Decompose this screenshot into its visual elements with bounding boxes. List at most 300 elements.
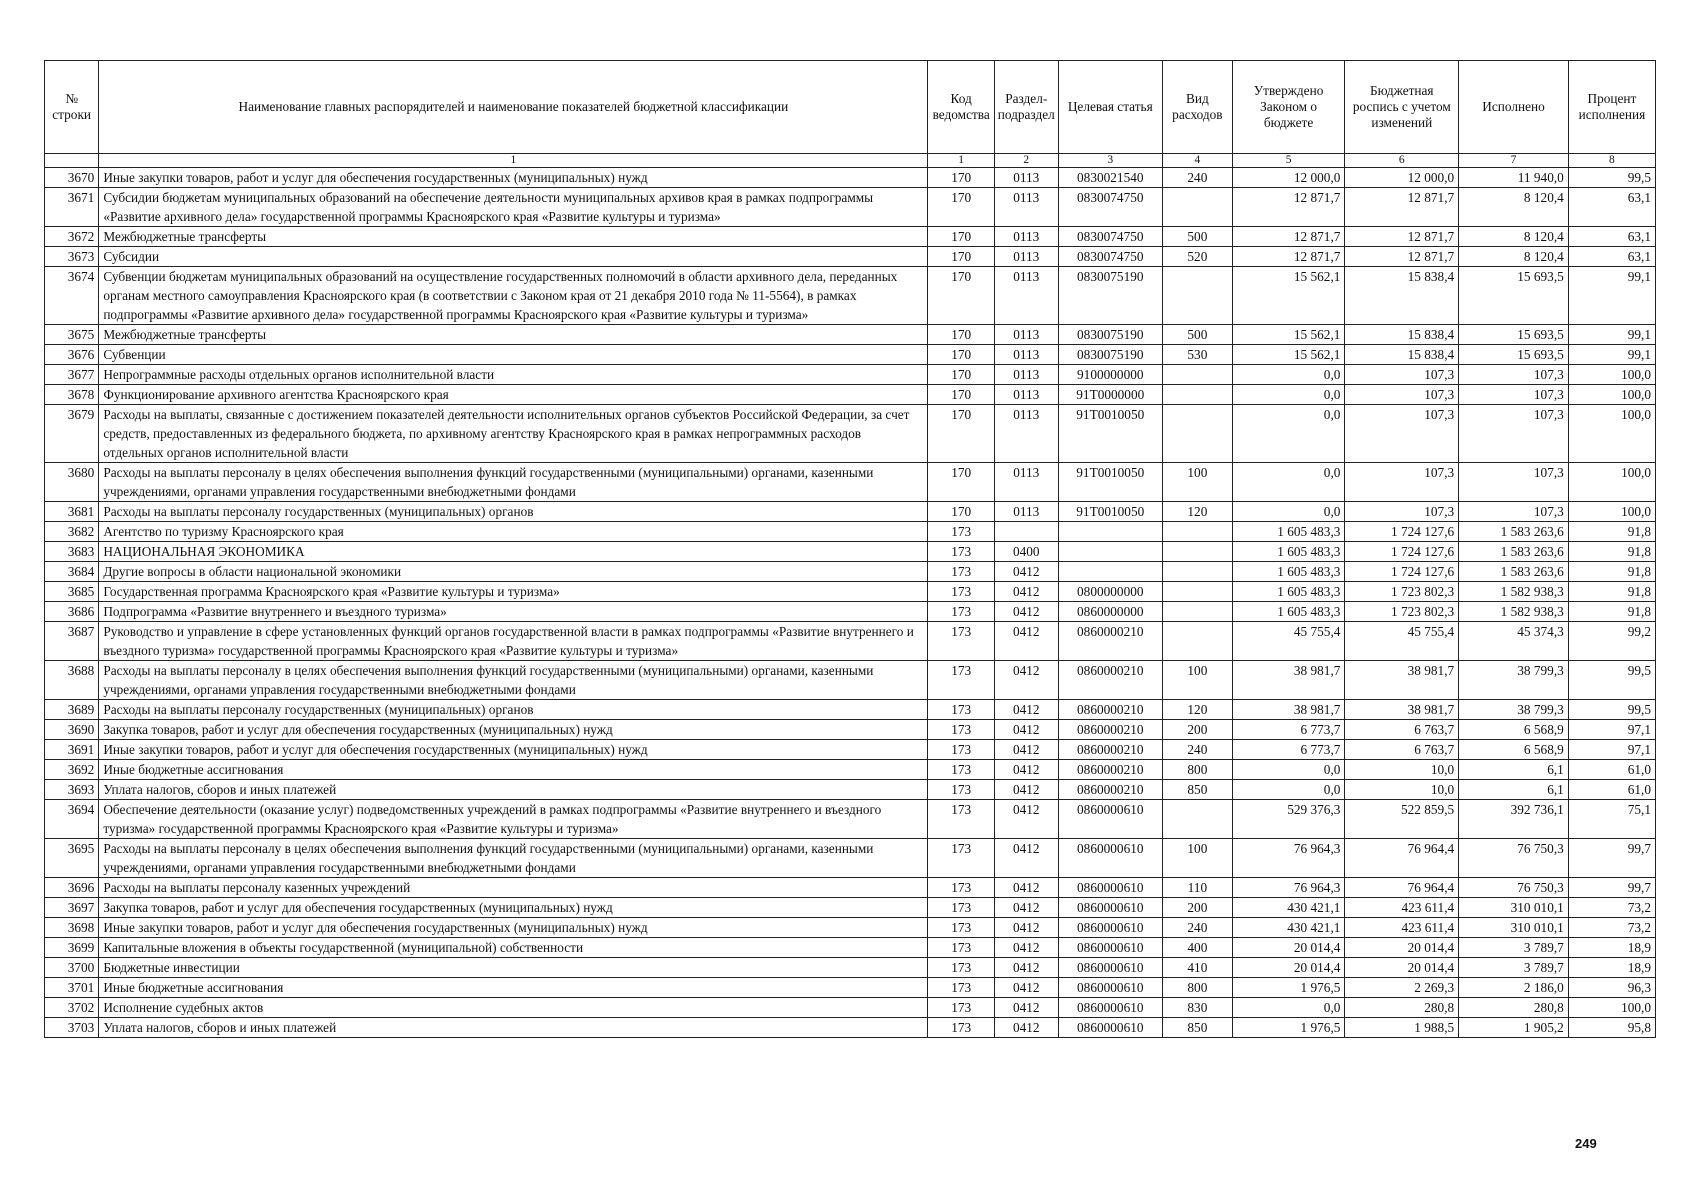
executed-amount: 107,3	[1459, 385, 1569, 405]
row-number: 3676	[45, 345, 99, 365]
section-code: 0412	[994, 958, 1058, 978]
row-number: 3684	[45, 562, 99, 582]
executed-amount: 45 374,3	[1459, 622, 1569, 661]
row-number: 3685	[45, 582, 99, 602]
dept-code: 170	[928, 168, 995, 188]
row-name: Межбюджетные трансферты	[99, 227, 928, 247]
colnum-percent: 8	[1568, 154, 1655, 168]
row-name: Расходы на выплаты персоналу казенных учреждений	[99, 878, 928, 898]
row-number: 3675	[45, 325, 99, 345]
approved-amount: 1 605 483,3	[1232, 522, 1345, 542]
colnum-executed: 7	[1459, 154, 1569, 168]
percent-value: 99,7	[1568, 878, 1655, 898]
target-code: 9100000000	[1058, 365, 1163, 385]
row-name: НАЦИОНАЛЬНАЯ ЭКОНОМИКА	[99, 542, 928, 562]
schedule-amount: 15 838,4	[1345, 345, 1459, 365]
approved-amount: 0,0	[1232, 502, 1345, 522]
dept-code: 173	[928, 700, 995, 720]
executed-amount: 1 582 938,3	[1459, 582, 1569, 602]
row-name: Исполнение судебных актов	[99, 998, 928, 1018]
table-row	[45, 998, 1656, 1018]
colnum-schedule: 6	[1345, 154, 1459, 168]
section-code: 0412	[994, 800, 1058, 839]
percent-value: 75,1	[1568, 800, 1655, 839]
approved-amount: 6 773,7	[1232, 740, 1345, 760]
executed-amount: 310 010,1	[1459, 918, 1569, 938]
row-name: Иные закупки товаров, работ и услуг для обеспечения государственных (муниципальных) нужд	[99, 918, 928, 938]
section-code: 0412	[994, 740, 1058, 760]
executed-amount: 76 750,3	[1459, 839, 1569, 878]
executed-amount: 1 583 263,6	[1459, 522, 1569, 542]
approved-amount: 1 605 483,3	[1232, 582, 1345, 602]
row-number: 3701	[45, 978, 99, 998]
schedule-amount: 10,0	[1345, 760, 1459, 780]
executed-amount: 15 693,5	[1459, 325, 1569, 345]
row-number: 3703	[45, 1018, 99, 1038]
approved-amount: 1 605 483,3	[1232, 562, 1345, 582]
table-row	[45, 740, 1656, 760]
schedule-amount: 15 838,4	[1345, 267, 1459, 325]
row-name: Расходы на выплаты персоналу в целях обеспечения выполнения функций государственными (муниципальными) органами, казенными учреждениями, органами управления государственными внебюджетными фондами	[99, 661, 928, 700]
section-code: 0113	[994, 168, 1058, 188]
section-code: 0113	[994, 188, 1058, 227]
section-code: 0412	[994, 760, 1058, 780]
dept-code: 173	[928, 661, 995, 700]
target-code: 0830075190	[1058, 325, 1163, 345]
section-code: 0412	[994, 839, 1058, 878]
schedule-amount: 107,3	[1345, 385, 1459, 405]
row-name: Уплата налогов, сборов и иных платежей	[99, 780, 928, 800]
approved-amount: 1 976,5	[1232, 978, 1345, 998]
row-number: 3700	[45, 958, 99, 978]
table-row	[45, 385, 1656, 405]
target-code: 0860000610	[1058, 878, 1163, 898]
schedule-amount: 107,3	[1345, 463, 1459, 502]
colnum-type: 4	[1163, 154, 1233, 168]
dept-code: 173	[928, 582, 995, 602]
dept-code: 170	[928, 247, 995, 267]
exp-type-code	[1163, 522, 1233, 542]
target-code: 0860000610	[1058, 978, 1163, 998]
header-percent: Процент исполнения	[1568, 61, 1655, 154]
schedule-amount: 6 763,7	[1345, 740, 1459, 760]
approved-amount: 20 014,4	[1232, 938, 1345, 958]
schedule-amount: 423 611,4	[1345, 918, 1459, 938]
target-code: 0860000610	[1058, 998, 1163, 1018]
executed-amount: 38 799,3	[1459, 661, 1569, 700]
row-name: Субвенции	[99, 345, 928, 365]
schedule-amount: 423 611,4	[1345, 898, 1459, 918]
table-row	[45, 839, 1656, 878]
approved-amount: 20 014,4	[1232, 958, 1345, 978]
target-code: 0830074750	[1058, 188, 1163, 227]
exp-type-code: 400	[1163, 938, 1233, 958]
table-row	[45, 918, 1656, 938]
schedule-amount: 280,8	[1345, 998, 1459, 1018]
row-number: 3683	[45, 542, 99, 562]
dept-code: 173	[928, 622, 995, 661]
percent-value: 97,1	[1568, 720, 1655, 740]
row-number: 3697	[45, 898, 99, 918]
dept-code: 173	[928, 720, 995, 740]
approved-amount: 15 562,1	[1232, 325, 1345, 345]
executed-amount: 6,1	[1459, 760, 1569, 780]
row-name: Руководство и управление в сфере установленных функций органов государственной власти в рамках подпрограммы «Развитие внутреннего и въездного туризма» государственной программы Красноярского края «Развитие культуры и туризма»	[99, 622, 928, 661]
executed-amount: 2 186,0	[1459, 978, 1569, 998]
approved-amount: 12 000,0	[1232, 168, 1345, 188]
dept-code: 170	[928, 405, 995, 463]
row-name: Подпрограмма «Развитие внутреннего и въездного туризма»	[99, 602, 928, 622]
approved-amount: 76 964,3	[1232, 878, 1345, 898]
approved-amount: 1 605 483,3	[1232, 602, 1345, 622]
target-code: 0860000610	[1058, 918, 1163, 938]
dept-code: 170	[928, 227, 995, 247]
section-code: 0412	[994, 582, 1058, 602]
percent-value: 97,1	[1568, 740, 1655, 760]
section-code: 0412	[994, 602, 1058, 622]
dept-code: 173	[928, 740, 995, 760]
dept-code: 173	[928, 542, 995, 562]
table-row	[45, 168, 1656, 188]
percent-value: 99,7	[1568, 839, 1655, 878]
section-code: 0412	[994, 622, 1058, 661]
section-code: 0412	[994, 780, 1058, 800]
target-code: 0830021540	[1058, 168, 1163, 188]
executed-amount: 107,3	[1459, 463, 1569, 502]
row-number: 3673	[45, 247, 99, 267]
target-code: 91Т0000000	[1058, 385, 1163, 405]
dept-code: 173	[928, 800, 995, 839]
schedule-amount: 1 723 802,3	[1345, 602, 1459, 622]
row-name: Иные бюджетные ассигнования	[99, 760, 928, 780]
approved-amount: 6 773,7	[1232, 720, 1345, 740]
exp-type-code: 120	[1163, 502, 1233, 522]
row-name: Закупка товаров, работ и услуг для обеспечения государственных (муниципальных) нужд	[99, 720, 928, 740]
schedule-amount: 12 871,7	[1345, 227, 1459, 247]
dept-code: 173	[928, 918, 995, 938]
colnum-section: 2	[994, 154, 1058, 168]
target-code: 91Т0010050	[1058, 405, 1163, 463]
exp-type-code: 200	[1163, 898, 1233, 918]
percent-value: 73,2	[1568, 898, 1655, 918]
dept-code: 173	[928, 780, 995, 800]
approved-amount: 0,0	[1232, 998, 1345, 1018]
executed-amount: 38 799,3	[1459, 700, 1569, 720]
target-code: 0860000610	[1058, 800, 1163, 839]
approved-amount: 0,0	[1232, 365, 1345, 385]
exp-type-code: 240	[1163, 740, 1233, 760]
percent-value: 95,8	[1568, 1018, 1655, 1038]
exp-type-code	[1163, 365, 1233, 385]
row-name: Закупка товаров, работ и услуг для обеспечения государственных (муниципальных) нужд	[99, 898, 928, 918]
percent-value: 96,3	[1568, 978, 1655, 998]
table-row	[45, 502, 1656, 522]
row-name: Непрограммные расходы отдельных органов исполнительной власти	[99, 365, 928, 385]
executed-amount: 11 940,0	[1459, 168, 1569, 188]
schedule-amount: 1 723 802,3	[1345, 582, 1459, 602]
row-name: Иные закупки товаров, работ и услуг для обеспечения государственных (муниципальных) нужд	[99, 168, 928, 188]
dept-code: 170	[928, 365, 995, 385]
percent-value: 100,0	[1568, 502, 1655, 522]
percent-value: 18,9	[1568, 958, 1655, 978]
row-name: Расходы на выплаты персоналу в целях обеспечения выполнения функций государственными (муниципальными) органами, казенными учреждениями, органами управления государственными внебюджетными фондами	[99, 463, 928, 502]
row-number: 3670	[45, 168, 99, 188]
row-number: 3677	[45, 365, 99, 385]
exp-type-code	[1163, 562, 1233, 582]
row-number: 3699	[45, 938, 99, 958]
schedule-amount: 45 755,4	[1345, 622, 1459, 661]
target-code	[1058, 562, 1163, 582]
percent-value: 99,1	[1568, 345, 1655, 365]
schedule-amount: 76 964,4	[1345, 878, 1459, 898]
section-code: 0113	[994, 247, 1058, 267]
table-row	[45, 345, 1656, 365]
row-number: 3691	[45, 740, 99, 760]
exp-type-code: 100	[1163, 839, 1233, 878]
schedule-amount: 1 724 127,6	[1345, 562, 1459, 582]
target-code: 0830074750	[1058, 247, 1163, 267]
table-row	[45, 800, 1656, 839]
header-executed: Исполнено	[1459, 61, 1569, 154]
target-code: 0860000210	[1058, 661, 1163, 700]
header-target: Целевая статья	[1058, 61, 1163, 154]
section-code: 0113	[994, 325, 1058, 345]
executed-amount: 8 120,4	[1459, 247, 1569, 267]
schedule-amount: 15 838,4	[1345, 325, 1459, 345]
header-row-no: № строки	[45, 61, 99, 154]
section-code: 0412	[994, 878, 1058, 898]
section-code: 0113	[994, 267, 1058, 325]
schedule-amount: 38 981,7	[1345, 661, 1459, 700]
approved-amount: 76 964,3	[1232, 839, 1345, 878]
section-code: 0113	[994, 345, 1058, 365]
exp-type-code: 100	[1163, 661, 1233, 700]
schedule-amount: 10,0	[1345, 780, 1459, 800]
row-name: Иные бюджетные ассигнования	[99, 978, 928, 998]
colnum-approved: 5	[1232, 154, 1345, 168]
exp-type-code	[1163, 405, 1233, 463]
target-code: 0860000610	[1058, 839, 1163, 878]
executed-amount: 1 583 263,6	[1459, 542, 1569, 562]
exp-type-code: 240	[1163, 168, 1233, 188]
row-name: Другие вопросы в области национальной экономики	[99, 562, 928, 582]
approved-amount: 12 871,7	[1232, 227, 1345, 247]
row-number: 3688	[45, 661, 99, 700]
row-name: Субвенции бюджетам муниципальных образований на осуществление государственных полномочий в области архивного дела, переданных органам местного самоуправления Красноярского края (в соответствии с Законом края от 21 декабря 2010 года № 11-5564), в рамках подпрограммы «Развитие архивного дела» государственной программы Красноярского края «Развитие культуры и туризма»	[99, 267, 928, 325]
row-number: 3674	[45, 267, 99, 325]
approved-amount: 12 871,7	[1232, 188, 1345, 227]
schedule-amount: 522 859,5	[1345, 800, 1459, 839]
section-code: 0412	[994, 998, 1058, 1018]
row-name: Уплата налогов, сборов и иных платежей	[99, 1018, 928, 1038]
schedule-amount: 1 724 127,6	[1345, 542, 1459, 562]
row-number: 3690	[45, 720, 99, 740]
table-row	[45, 267, 1656, 325]
row-name: Расходы на выплаты персоналу в целях обеспечения выполнения функций государственными (муниципальными) органами, казенными учреждениями, органами управления государственными внебюджетными фондами	[99, 839, 928, 878]
header-approved: Утверждено Законом о бюджете	[1232, 61, 1345, 154]
dept-code: 173	[928, 760, 995, 780]
executed-amount: 8 120,4	[1459, 227, 1569, 247]
dept-code: 170	[928, 267, 995, 325]
colnum-dept: 1	[928, 154, 995, 168]
row-name: Бюджетные инвестиции	[99, 958, 928, 978]
dept-code: 173	[928, 938, 995, 958]
percent-value: 99,5	[1568, 700, 1655, 720]
percent-value: 18,9	[1568, 938, 1655, 958]
approved-amount: 529 376,3	[1232, 800, 1345, 839]
dept-code: 173	[928, 562, 995, 582]
section-code: 0412	[994, 562, 1058, 582]
target-code: 0860000210	[1058, 740, 1163, 760]
row-name: Государственная программа Красноярского края «Развитие культуры и туризма»	[99, 582, 928, 602]
row-name: Межбюджетные трансферты	[99, 325, 928, 345]
executed-amount: 15 693,5	[1459, 345, 1569, 365]
exp-type-code: 850	[1163, 1018, 1233, 1038]
percent-value: 99,2	[1568, 622, 1655, 661]
approved-amount: 0,0	[1232, 760, 1345, 780]
row-number: 3686	[45, 602, 99, 622]
row-name: Функционирование архивного агентства Красноярского края	[99, 385, 928, 405]
exp-type-code: 530	[1163, 345, 1233, 365]
percent-value: 73,2	[1568, 918, 1655, 938]
target-code: 0800000000	[1058, 582, 1163, 602]
target-code: 0860000610	[1058, 938, 1163, 958]
row-name: Расходы на выплаты персоналу государственных (муниципальных) органов	[99, 502, 928, 522]
table-row	[45, 661, 1656, 700]
row-number: 3698	[45, 918, 99, 938]
section-code: 0113	[994, 502, 1058, 522]
table-row	[45, 405, 1656, 463]
percent-value: 100,0	[1568, 998, 1655, 1018]
colnum-name: 1	[99, 154, 928, 168]
table-row	[45, 463, 1656, 502]
target-code: 0860000000	[1058, 602, 1163, 622]
section-code: 0113	[994, 365, 1058, 385]
exp-type-code: 110	[1163, 878, 1233, 898]
approved-amount: 38 981,7	[1232, 700, 1345, 720]
table-row	[45, 582, 1656, 602]
target-code: 0860000610	[1058, 898, 1163, 918]
exp-type-code: 520	[1163, 247, 1233, 267]
percent-value: 91,8	[1568, 542, 1655, 562]
table-row	[45, 522, 1656, 542]
target-code: 91Т0010050	[1058, 463, 1163, 502]
section-code: 0412	[994, 938, 1058, 958]
exp-type-code: 500	[1163, 227, 1233, 247]
header-exp-type: Вид расходов	[1163, 61, 1233, 154]
approved-amount: 0,0	[1232, 385, 1345, 405]
row-name: Субсидии бюджетам муниципальных образований на обеспечение деятельности муниципальных архивов края в рамках подпрограммы «Развитие архивного дела» государственной программы Красноярского края «Развитие культуры и туризма»	[99, 188, 928, 227]
table-row	[45, 325, 1656, 345]
row-number: 3678	[45, 385, 99, 405]
dept-code: 173	[928, 878, 995, 898]
section-code: 0412	[994, 720, 1058, 740]
executed-amount: 1 583 263,6	[1459, 562, 1569, 582]
exp-type-code	[1163, 385, 1233, 405]
colnum-target: 3	[1058, 154, 1163, 168]
exp-type-code: 410	[1163, 958, 1233, 978]
dept-code: 173	[928, 839, 995, 878]
dept-code: 173	[928, 522, 995, 542]
schedule-amount: 107,3	[1345, 405, 1459, 463]
target-code	[1058, 522, 1163, 542]
target-code: 0830075190	[1058, 267, 1163, 325]
percent-value: 63,1	[1568, 227, 1655, 247]
percent-value: 91,8	[1568, 602, 1655, 622]
table-row	[45, 1018, 1656, 1038]
schedule-amount: 1 988,5	[1345, 1018, 1459, 1038]
percent-value: 61,0	[1568, 780, 1655, 800]
exp-type-code: 830	[1163, 998, 1233, 1018]
schedule-amount: 6 763,7	[1345, 720, 1459, 740]
schedule-amount: 38 981,7	[1345, 700, 1459, 720]
section-code: 0113	[994, 385, 1058, 405]
approved-amount: 0,0	[1232, 780, 1345, 800]
exp-type-code	[1163, 622, 1233, 661]
dept-code: 173	[928, 602, 995, 622]
target-code: 0860000210	[1058, 760, 1163, 780]
executed-amount: 107,3	[1459, 405, 1569, 463]
executed-amount: 310 010,1	[1459, 898, 1569, 918]
table-row	[45, 780, 1656, 800]
header-name: Наименование главных распорядителей и наименование показателей бюджетной классификации	[99, 61, 928, 154]
executed-amount: 3 789,7	[1459, 938, 1569, 958]
dept-code: 170	[928, 463, 995, 502]
percent-value: 100,0	[1568, 385, 1655, 405]
target-code: 0860000210	[1058, 780, 1163, 800]
approved-amount: 15 562,1	[1232, 345, 1345, 365]
table-row	[45, 602, 1656, 622]
percent-value: 100,0	[1568, 365, 1655, 385]
exp-type-code	[1163, 542, 1233, 562]
section-code: 0412	[994, 1018, 1058, 1038]
dept-code: 170	[928, 345, 995, 365]
exp-type-code	[1163, 800, 1233, 839]
percent-value: 91,8	[1568, 582, 1655, 602]
percent-value: 100,0	[1568, 463, 1655, 502]
row-number: 3672	[45, 227, 99, 247]
target-code: 91Т0010050	[1058, 502, 1163, 522]
section-code: 0412	[994, 978, 1058, 998]
section-code: 0113	[994, 405, 1058, 463]
exp-type-code	[1163, 267, 1233, 325]
section-code: 0113	[994, 463, 1058, 502]
exp-type-code: 100	[1163, 463, 1233, 502]
header-row	[45, 61, 1656, 154]
table-row	[45, 938, 1656, 958]
executed-amount: 6 568,9	[1459, 720, 1569, 740]
row-number: 3689	[45, 700, 99, 720]
section-code: 0412	[994, 918, 1058, 938]
section-code: 0412	[994, 661, 1058, 700]
percent-value: 100,0	[1568, 405, 1655, 463]
row-name: Иные закупки товаров, работ и услуг для обеспечения государственных (муниципальных) нужд	[99, 740, 928, 760]
target-code: 0830074750	[1058, 227, 1163, 247]
percent-value: 63,1	[1568, 188, 1655, 227]
section-code	[994, 522, 1058, 542]
percent-value: 99,1	[1568, 267, 1655, 325]
row-number: 3695	[45, 839, 99, 878]
row-name: Агентство по туризму Красноярского края	[99, 522, 928, 542]
column-number-row	[45, 154, 1656, 168]
schedule-amount: 107,3	[1345, 502, 1459, 522]
schedule-amount: 76 964,4	[1345, 839, 1459, 878]
section-code: 0400	[994, 542, 1058, 562]
target-code: 0860000610	[1058, 1018, 1163, 1038]
exp-type-code	[1163, 582, 1233, 602]
approved-amount: 38 981,7	[1232, 661, 1345, 700]
percent-value: 99,5	[1568, 661, 1655, 700]
